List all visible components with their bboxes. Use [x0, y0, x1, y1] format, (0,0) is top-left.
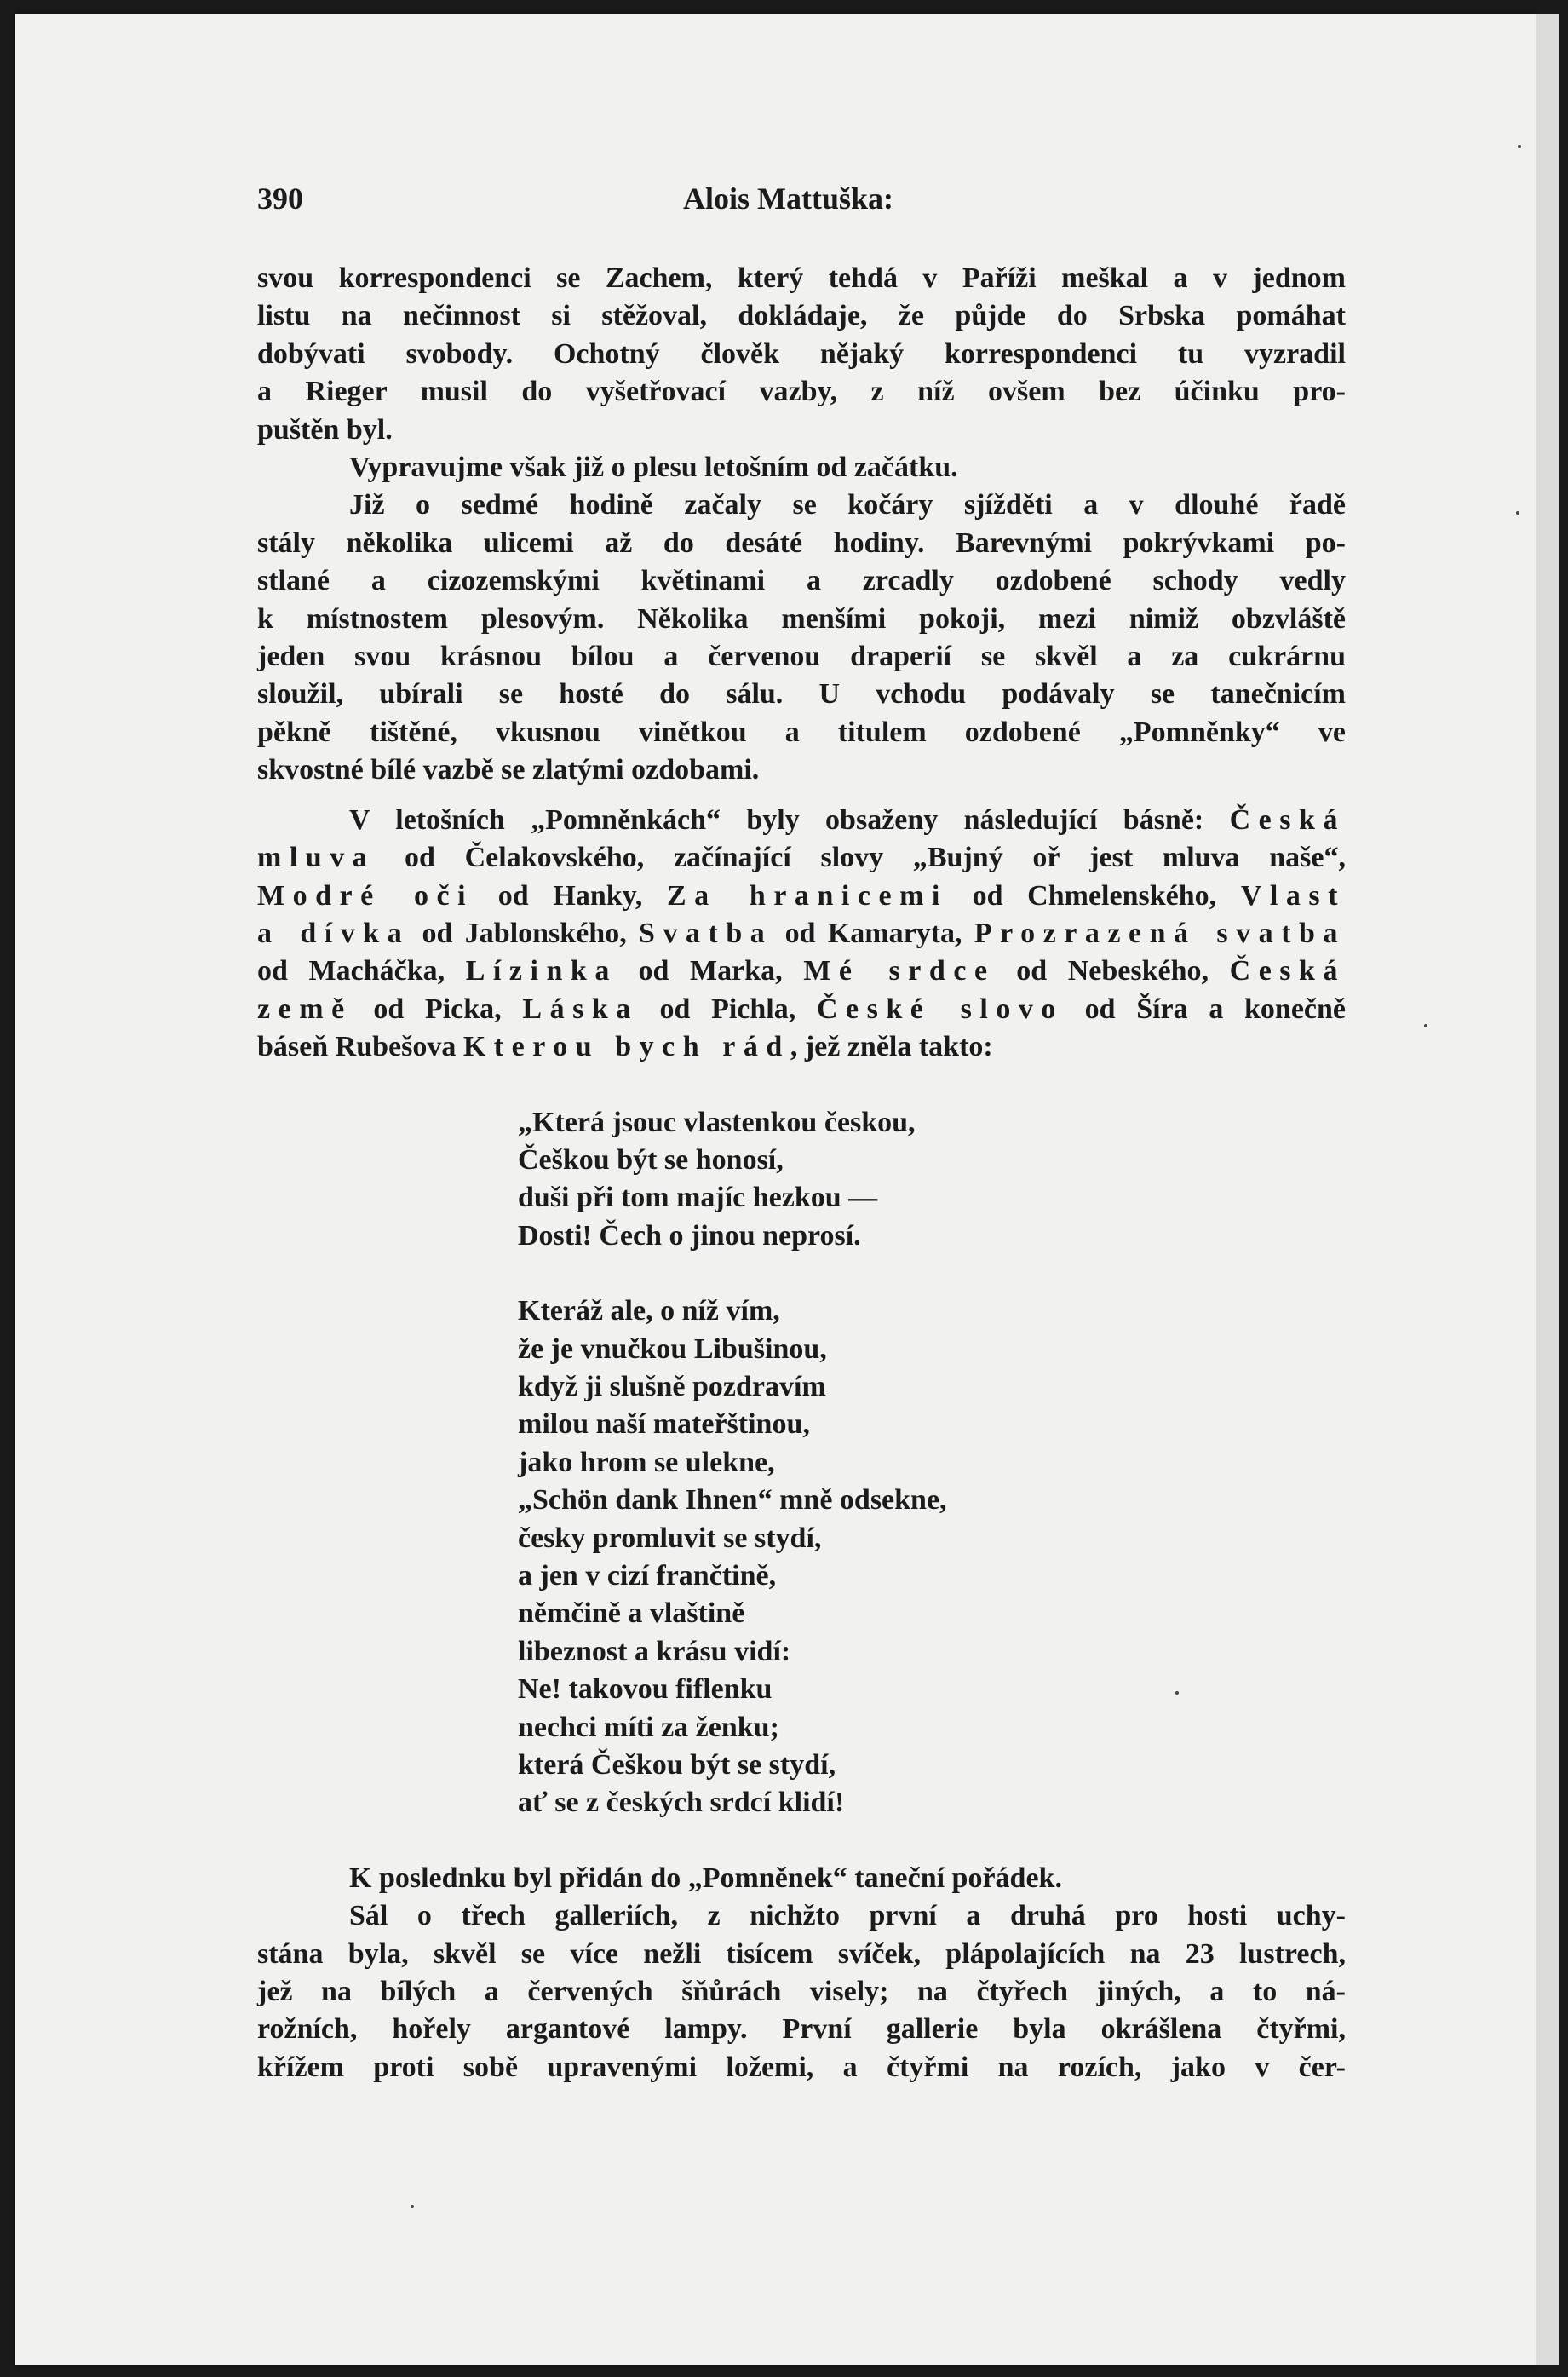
poem-line: když ji slušně pozdravím [518, 1370, 826, 1402]
paragraph-3 [257, 486, 1346, 789]
text-span: od Picka, [352, 993, 523, 1025]
print-speck [1516, 511, 1519, 515]
poem-title: České slovo [816, 993, 1064, 1025]
poem-stanza-1 [518, 1104, 1346, 1256]
text-line: puštěn byl. [257, 413, 393, 446]
text-span: od Hanky, [474, 879, 667, 912]
poem-title: Česká [1229, 955, 1347, 987]
text-span: od Čelakovského, začínající slovy „Bujný oř jest mluva naše“, [375, 842, 1346, 874]
text-line: stána byla, skvěl se více nežli tisícem svíček, plápolajících na 23 lustrech, [257, 1937, 1346, 1970]
poem-title: a dívka [257, 917, 411, 949]
print-speck [1518, 145, 1521, 148]
paragraph-5 [257, 1860, 1346, 1897]
text-line [257, 878, 1346, 915]
poem-title: Kterou bych rád [462, 1031, 790, 1063]
poem-line: česky promluvit se stydí, [518, 1522, 822, 1554]
text-span: , jež zněla takto: [790, 1031, 993, 1063]
text-line [257, 953, 1346, 990]
poem-title: Svatba [639, 917, 773, 949]
poem-title: Láska [522, 993, 639, 1025]
poem-title: Lízinka [465, 955, 617, 987]
text-line: skvostné bílé vazbě se zlatými ozdobami. [257, 754, 760, 786]
text-span: od Jablonského, [410, 917, 640, 949]
poem-title: Mé srdce [803, 955, 996, 987]
poem-line: duši při tom majíc hezkou — [518, 1182, 878, 1214]
text-span: od Nebeského, [995, 955, 1230, 987]
text-span: báseň Rubešova [257, 1031, 463, 1063]
text-line: svou korrespondenci se Zachem, který tehdá v Paříži meškal a v jednom [257, 262, 1346, 294]
poem-stanza-2 [518, 1292, 1346, 1822]
text-span: od Chmelenského, [947, 879, 1241, 912]
text-span: od Kamaryta, [773, 917, 974, 949]
poem-line: Ne! takovou fiflenku [518, 1673, 773, 1706]
poem-title: Prozrazená svatba [974, 917, 1346, 949]
text-line: stlané a cizozemskými květinami a zrcadly ozdobené schody vedly [257, 565, 1346, 597]
poem-line: „Která jsouc vlastenkou českou, [518, 1106, 916, 1138]
poem-title: Česká [1229, 803, 1346, 836]
poem [518, 1104, 1346, 1822]
paragraph-1 [257, 260, 1346, 449]
poem-line: Kteráž ale, o níž vím, [518, 1295, 780, 1327]
text-span: od Pichla, [638, 993, 817, 1025]
paragraph-4 [257, 802, 1346, 1067]
text-line [257, 802, 1346, 839]
text-span: V letošních „Pomněnkách“ byly obsaženy následující básně: [349, 803, 1230, 836]
running-head: Alois Mattuška: [683, 181, 894, 216]
poem-line: Dosti! Čech o jinou neprosí. [518, 1219, 861, 1252]
text-line: Vypravujme však již o plesu letošním od začátku. [349, 452, 958, 484]
paragraph-2 [257, 449, 1346, 486]
text-line: rožních, hořely argantové lampy. První gallerie byla okrášlena čtyřmi, [257, 2013, 1346, 2046]
poem-line: němčině a vlaštině [518, 1597, 745, 1630]
text-line: Sál o třech galleriích, z nichžto první a druhá pro hosti uchy- [349, 1900, 1346, 1932]
text-line [257, 1028, 1346, 1066]
text-line: sloužil, ubírali se hosté do sálu. U vchodu podávaly se tanečnicím [257, 678, 1346, 711]
text-span: od Šíra a konečně [1063, 993, 1347, 1025]
text-line: stály několika ulicemi až do desáté hodiny. Barevnými pokrývkami po- [257, 527, 1346, 559]
text-line [257, 915, 1346, 953]
poem-title: Za hranicemi [666, 879, 948, 912]
text-span: od Macháčka, [257, 955, 466, 987]
text-line: Již o sedmé hodině začaly se kočáry sjížděti a v dlouhé řadě [349, 489, 1346, 521]
paragraph-6 [257, 1897, 1346, 2086]
poem-line: jako hrom se ulekne, [518, 1446, 775, 1478]
text-line: a Rieger musil do vyšetřovací vazby, z níž ovšem bez účinku pro- [257, 376, 1346, 408]
poem-title: Modré oči [257, 879, 474, 912]
poem-line: ať se z českých srdcí klidí! [518, 1787, 845, 1819]
poem-line: nechci míti za ženku; [518, 1711, 779, 1743]
text-line: K poslednku byl přidán do „Pomněnek“ taneční pořádek. [349, 1862, 1062, 1894]
text-span: od Marka, [617, 955, 804, 987]
text-line: pěkně tištěné, vkusnou vinětkou a titulem ozdobené „Pomněnky“ ve [257, 716, 1346, 748]
print-speck [411, 2205, 414, 2208]
poem-line: která Češkou být se stydí, [518, 1749, 836, 1781]
body-text [257, 260, 1346, 2086]
poem-line: libeznost a krásu vidí: [518, 1635, 791, 1667]
text-line: jeden svou krásnou bílou a červenou draperií se skvěl a za cukrárnu [257, 641, 1346, 673]
text-line [257, 839, 1346, 877]
text-line: listu na nečinnost si stěžoval, dokládaje, že půjde do Srbska pomáhat [257, 300, 1346, 332]
text-line: k místnostem plesovým. Několika menšími pokoji, mezi nimiž obzvláště [257, 602, 1346, 635]
text-line: křížem proti sobě upravenými ložemi, a čtyřmi na rozích, jako v čer- [257, 2051, 1346, 2083]
page-edge-strip [1536, 14, 1559, 2365]
page-header [257, 181, 1346, 223]
print-speck [1424, 1024, 1427, 1027]
poem-title: mluva [257, 842, 376, 874]
text-line: jež na bílých a červených šňůrách visely; na čtyřech jiných, a to ná- [257, 1976, 1346, 2008]
poem-line: a jen v cizí frančtině, [518, 1560, 777, 1591]
poem-line: milou naší mateřštinou, [518, 1408, 810, 1441]
text-line: dobývati svobody. Ochotný člověk nějaký korrespondenci tu vyzradil [257, 337, 1346, 370]
poem-line: že je vnučkou Libušinou, [518, 1332, 827, 1365]
poem-title: země [257, 993, 353, 1025]
poem-title: Vlast [1240, 879, 1346, 912]
poem-line: „Schön dank Ihnen“ mně odsekne, [518, 1484, 947, 1517]
poem-line: Češkou být se honosí, [518, 1143, 784, 1176]
page-number: 390 [257, 181, 303, 216]
text-line [257, 991, 1346, 1028]
